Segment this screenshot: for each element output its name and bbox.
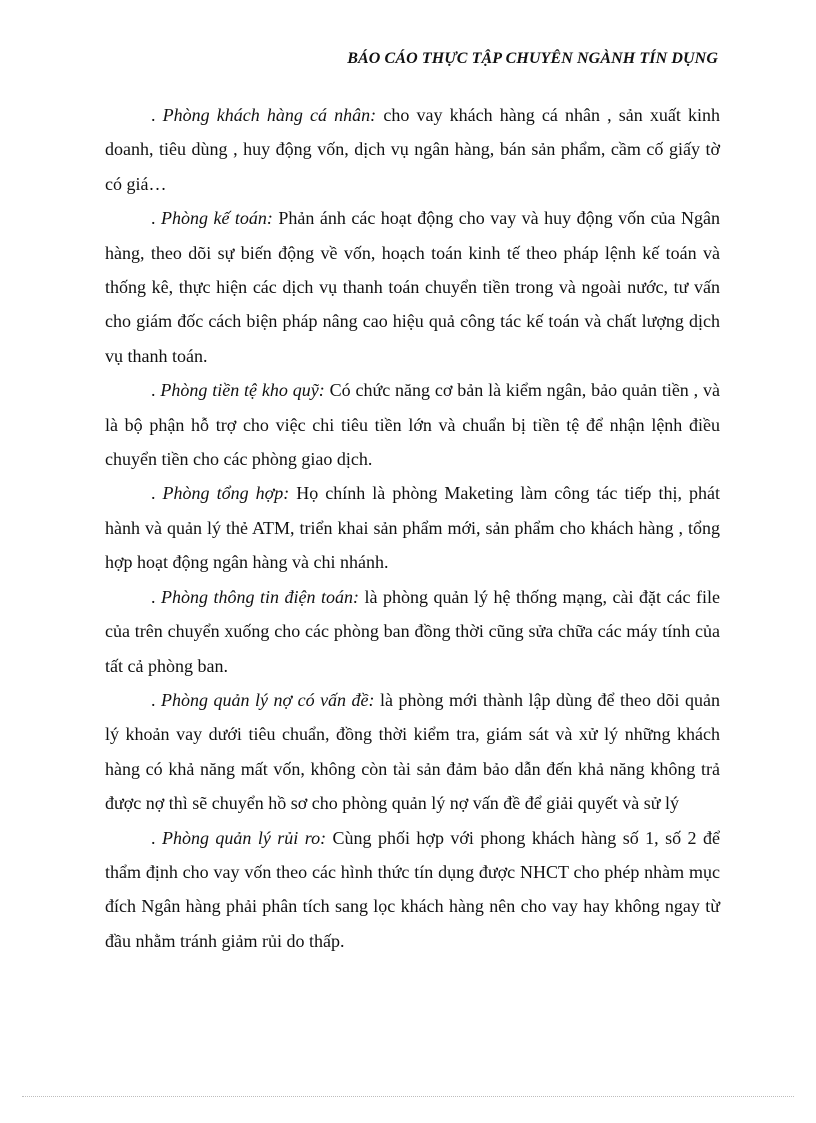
paragraph-bullet: . (151, 105, 163, 125)
paragraph-text: Họ chính là phòng Maketing làm công tác tiếp thị, phát hành và quản lý thẻ ATM, triển khai sản phẩm mới, sản phẩm cho khách hàng , tổng hợp hoạt động ngân hàng và chi nhánh. (105, 483, 720, 573)
document-body (105, 98, 720, 958)
paragraph-bullet: . (151, 689, 161, 710)
paragraph-title: Phòng tổng hợp: (162, 483, 290, 504)
paragraph-bullet: . (151, 586, 162, 607)
paragraph-general-affairs (105, 476, 720, 579)
paragraph-text: cho vay khách hàng cá nhân , sản xuất kinh doanh, tiêu dùng , huy động vốn, dịch vụ ngân hàng, bán sản phẩm, cầm cố giấy tờ có giá… (105, 105, 721, 194)
paragraph-it (105, 580, 720, 683)
paragraph-text: Có chức năng cơ bản là kiểm ngân, bảo quản tiền , và là bộ phận hỗ trợ cho việc chi tiêu tiền lớn và chuẩn bị tiền tệ để nhận lệnh điều chuyển tiền cho các phòng giao dịch. (105, 380, 721, 470)
paragraph-title: Phòng khách hàng cá nhân: (162, 105, 377, 125)
paragraph-accounting (105, 201, 720, 373)
paragraph-title: Phòng quản lý nợ có vấn đề: (161, 689, 375, 710)
paragraph-title: Phòng quản lý rủi ro: (161, 827, 327, 848)
paragraph-text: Cùng phối hợp với phong khách hàng số 1, số 2 để thẩm định cho vay vốn theo các hình thức tín dụng được NHCT cho phép nhàm mục đích Ngân hàng phải phân tích sang lọc khách hàng nên cho vay hay không ngay từ đầu nhằm tránh giảm rủi do thấp. (105, 827, 720, 951)
paragraph-treasury (105, 373, 720, 476)
page-header: BÁO CÁO THỰC TẬP CHUYÊN NGÀNH TÍN DỤNG (347, 50, 718, 67)
paragraph-bullet: . (151, 827, 162, 848)
paragraph-title: Phòng thông tin điện toán: (161, 586, 360, 607)
paragraph-title: Phòng kế toán: (160, 208, 273, 229)
paragraph-text: là phòng mới thành lập dùng để theo dõi quản lý khoản vay dưới tiêu chuẩn, đồng thời kiểm tra, giám sát và xử lý những khách hàng có khả năng mất vốn, không còn tài sản đảm bảo dẫn đến khả năng không trả được nợ thì sẽ chuyển hồ sơ cho phòng quản lý nợ vấn đề để giải quyết và sử lý (105, 689, 720, 814)
paragraph-risk-management (105, 821, 720, 959)
paragraph-bullet: . (151, 380, 161, 401)
paragraph-bullet: . (151, 483, 163, 504)
paragraph-title: Phòng tiền tệ kho quỹ: (160, 380, 325, 401)
paragraph-text: là phòng quản lý hệ thống mạng, cài đặt các file của trên chuyển xuống cho các phòng ban đồng thời cũng sửa chữa các máy tính của tất cả phòng ban. (105, 586, 721, 676)
paragraph-text: Phản ánh các hoạt động cho vay và huy động vốn của Ngân hàng, theo dõi sự biến động về vốn, hoạch toán kinh tế theo pháp lệnh kế toán và thống kê, thực hiện các dịch vụ thanh toán chuyển tiền trong và ngoài nước, tư vấn cho giám đốc cách biện pháp nâng cao hiệu quả công tác kế toán và chất lượng dịch vụ thanh toán. (105, 208, 721, 366)
paragraph-bullet: . (151, 208, 161, 229)
paragraph-problem-debt (105, 683, 720, 821)
footer-divider (22, 1096, 794, 1097)
paragraph-personal-customers (105, 98, 720, 201)
